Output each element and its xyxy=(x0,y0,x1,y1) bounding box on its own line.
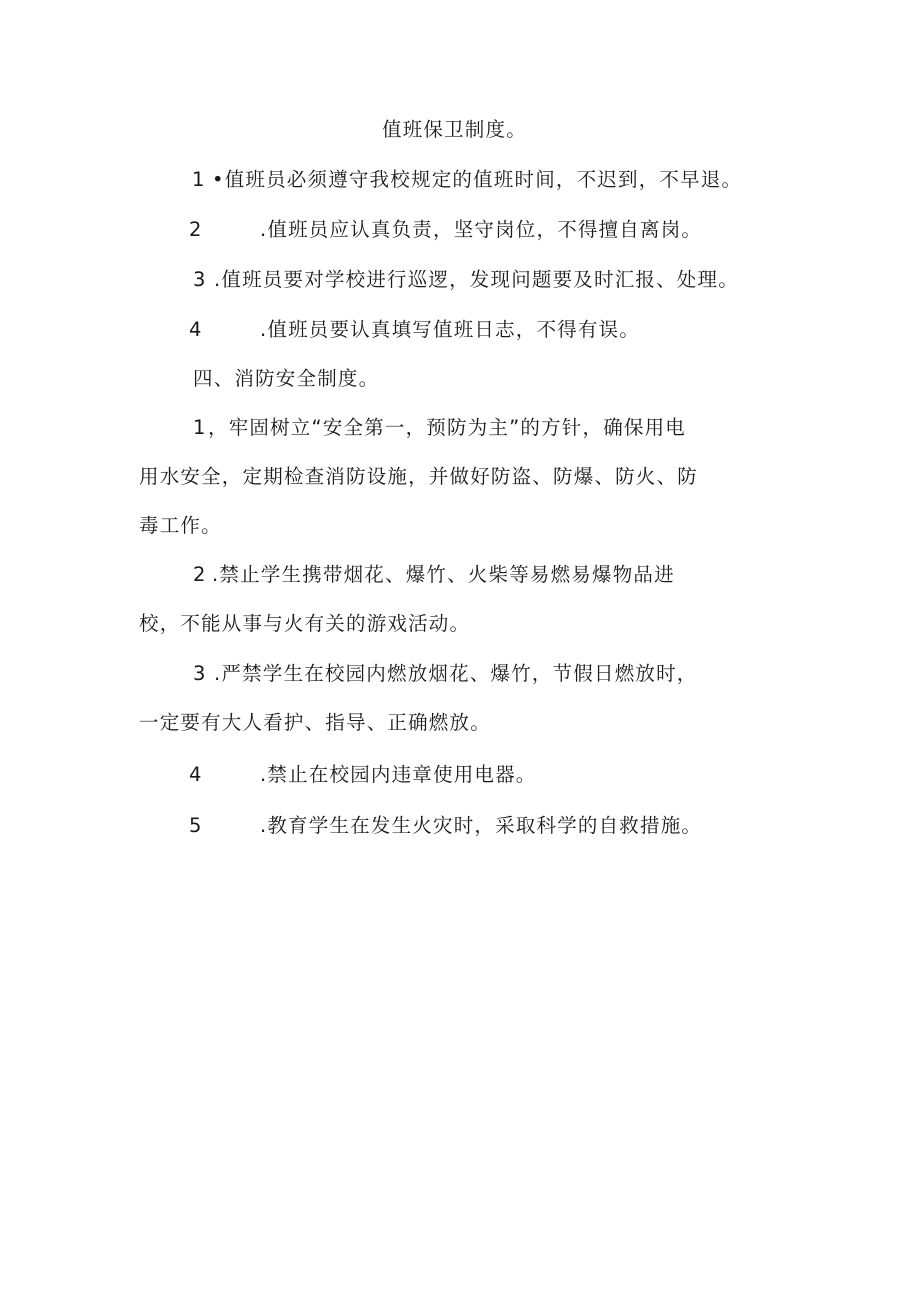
item-number: 1 xyxy=(193,416,206,439)
item-number: 1 xyxy=(192,168,205,191)
item-text-line: 用水安全，定期检查消防设施，并做好防盗、防爆、防火、防 xyxy=(139,465,698,488)
item-text: .教育学生在发生火灾时，采取科学的自救措施。 xyxy=(260,814,703,837)
section-heading-fire-safety: 四、消防安全制度。 xyxy=(193,367,380,390)
item-number: 3 xyxy=(193,268,206,291)
item-text-line: 毒工作。 xyxy=(139,514,222,537)
item-text-line: 校，不能从事与火有关的游戏活动。 xyxy=(139,612,471,635)
item-text: .禁止在校园内违章使用电器。 xyxy=(260,763,537,786)
item-text: •值班员必须遵守我校规定的值班时间，不迟到，不早退。 xyxy=(212,168,743,191)
item-number: 2 xyxy=(189,218,202,241)
item-text: .值班员要对学校进行巡逻，发现问题要及时汇报、处理。 xyxy=(214,268,739,291)
item-number: 4 xyxy=(189,763,202,786)
item-number: 4 xyxy=(189,318,202,341)
item-number: 3 xyxy=(193,662,206,685)
section-heading-duty-security: 值班保卫制度。 xyxy=(382,118,527,141)
item-text-line: .严禁学生在校园内燃放烟花、爆竹，节假日燃放时， xyxy=(214,662,698,685)
item-text: .值班员要认真填写值班日志，不得有误。 xyxy=(260,318,640,341)
item-text-line: .禁止学生携带烟花、爆竹、火柴等易燃易爆物品进 xyxy=(212,563,675,586)
item-text: .值班员应认真负责，坚守岗位，不得擅自离岗。 xyxy=(260,218,703,241)
item-number: 5 xyxy=(189,814,202,837)
item-text-line: ，牢固树立“安全第一，预防为主”的方针，确保用电 xyxy=(208,416,687,439)
item-number: 2 xyxy=(193,563,206,586)
item-text-line: 一定要有大人看护、指导、正确燃放。 xyxy=(139,711,491,734)
